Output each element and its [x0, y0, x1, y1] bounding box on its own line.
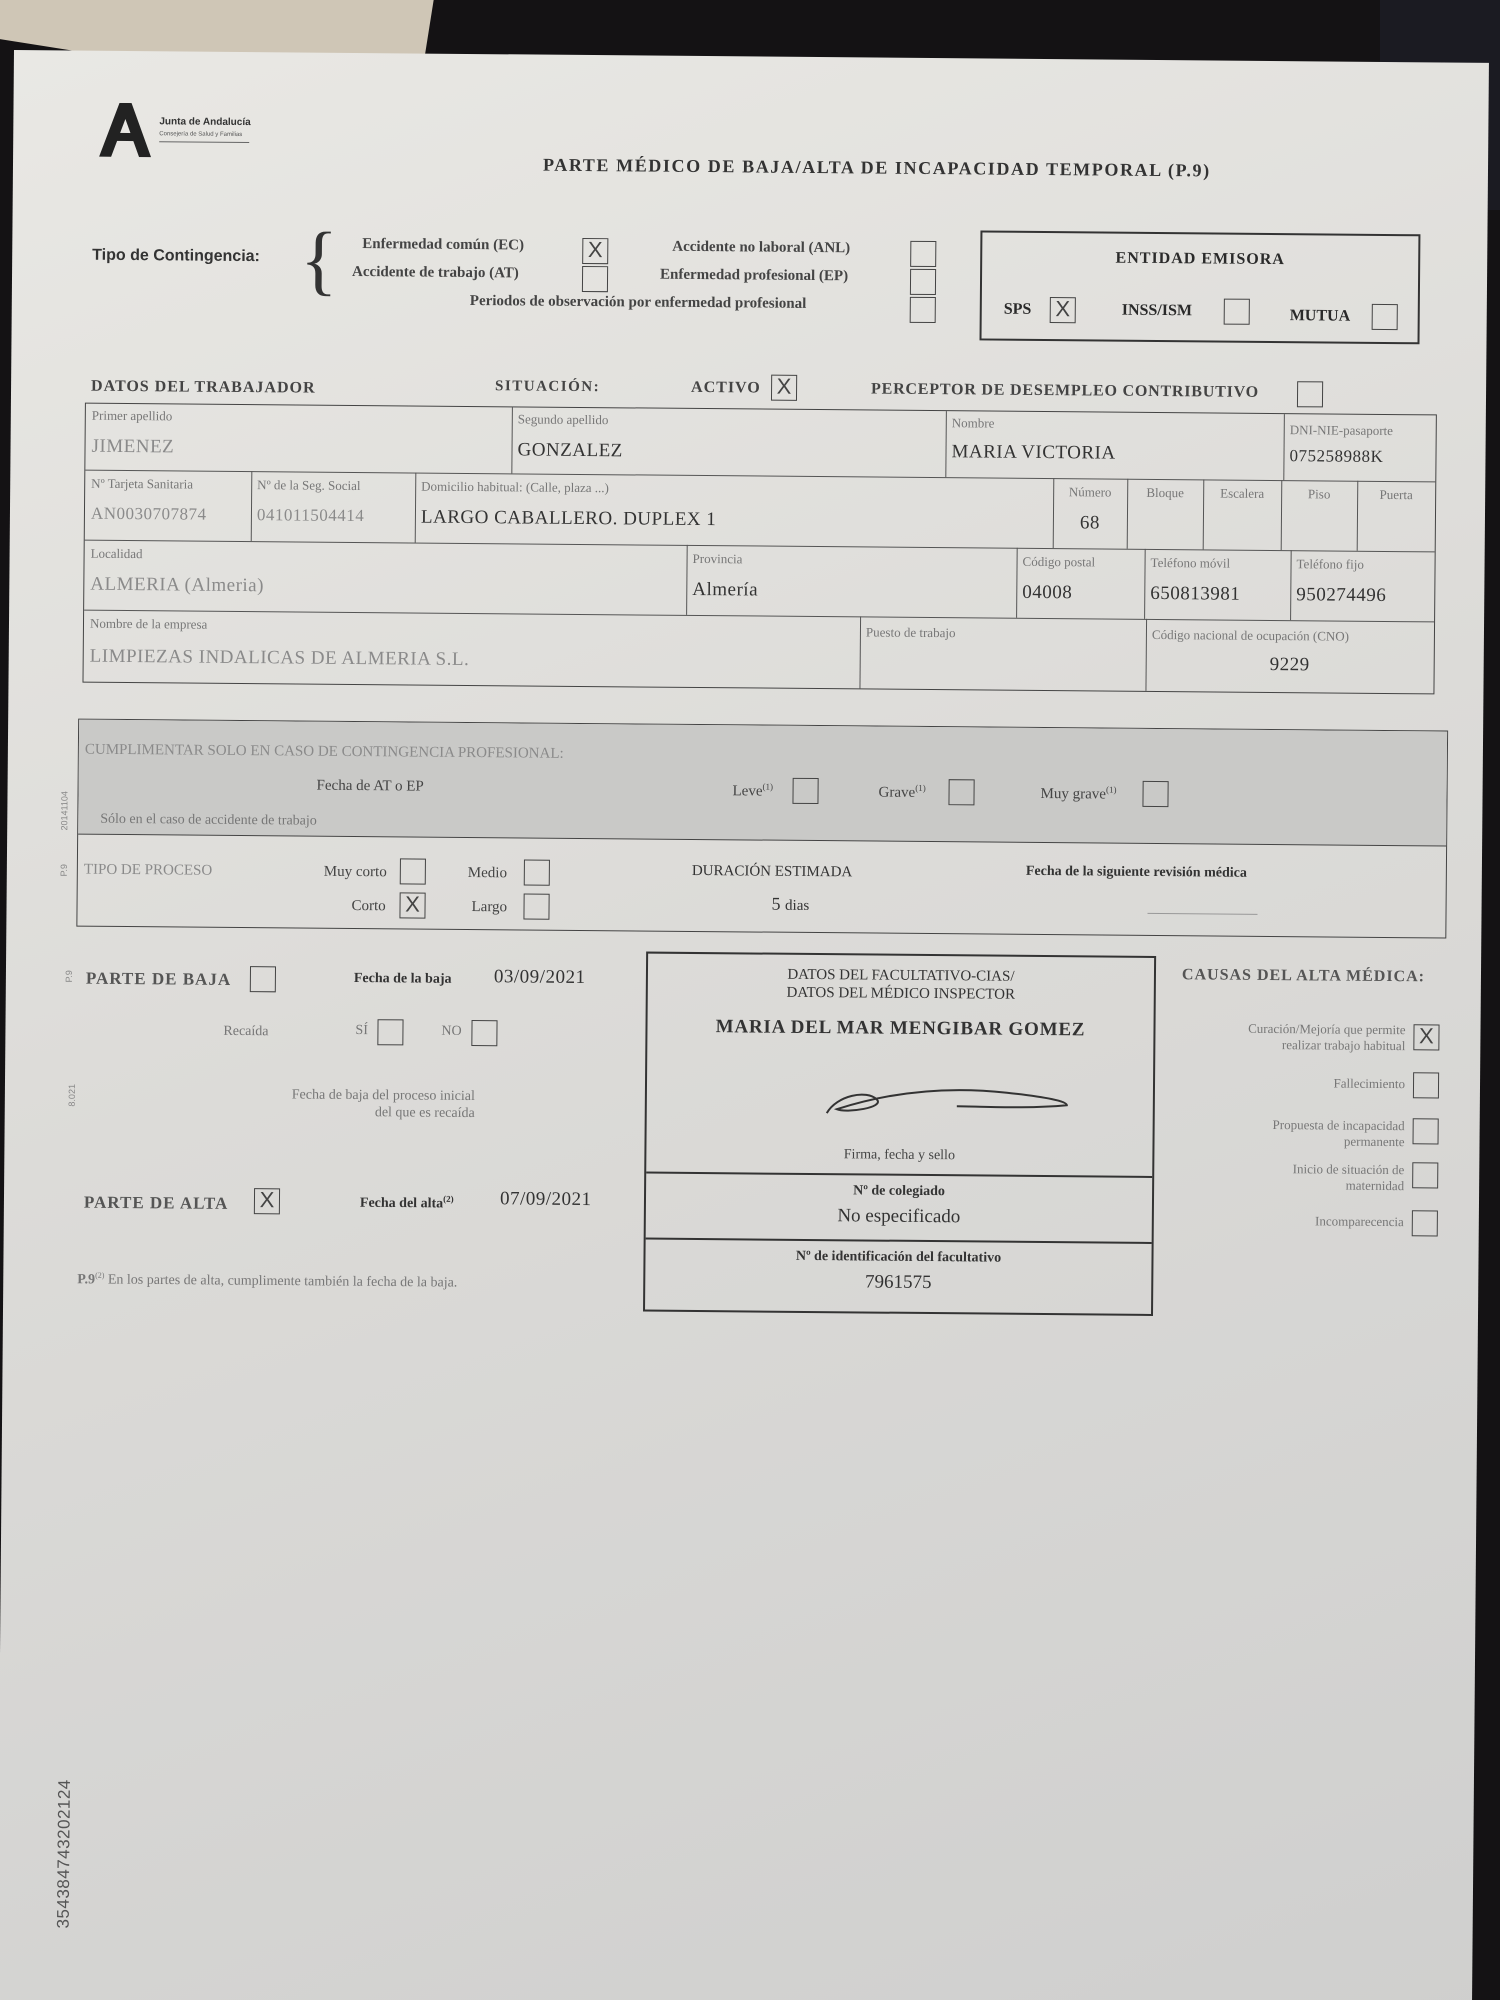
logo-rule	[159, 141, 249, 143]
proceso-inicial-label: Fecha de baja del proceso inicial del que es recaída	[291, 1087, 475, 1122]
nss-value: 041011504414	[256, 505, 365, 526]
muy-grave-label: Muy grave$^{(1)}$	[1040, 784, 1117, 803]
fecha-baja-label: Fecha de la baja	[353, 971, 452, 987]
domicilio-label: Domicilio habitual: (Calle, plaza ...)	[421, 478, 610, 496]
obs-checkbox[interactable]	[910, 297, 936, 323]
perceptor-checkbox[interactable]	[1297, 381, 1323, 407]
at-checkbox[interactable]	[582, 266, 608, 292]
causas-title: CAUSAS DEL ALTA MÉDICA:	[1181, 966, 1426, 986]
numero-label: Número	[1068, 484, 1112, 500]
org-sub: Consejería de Salud y Familias	[159, 131, 243, 138]
localidad-value: ALMERIA (Almeria)	[90, 573, 265, 597]
si-checkbox[interactable]	[377, 1019, 403, 1045]
dni-label: DNI-NIE-pasaporte	[1289, 422, 1394, 439]
incomparecencia-label: Incomparecencia	[1314, 1213, 1404, 1230]
movil-value: 650813981	[1150, 582, 1241, 605]
leve-label: Leve$^{(1)}$	[732, 781, 774, 800]
grave-checkbox[interactable]	[948, 779, 974, 805]
grave-label: Grave$^{(1)}$	[878, 782, 926, 801]
fecha-alta-label: Fecha del alta$^{(2)}$	[359, 1193, 454, 1212]
fallecimiento-label: Fallecimiento	[1333, 1075, 1406, 1092]
empresa-value: LIMPIEZAS INDALICAS DE ALMERIA S.L.	[89, 645, 470, 670]
parte-baja-checkbox[interactable]	[250, 966, 276, 992]
activo-label: ACTIVO	[691, 378, 761, 397]
profesional-title: CUMPLIMENTAR SOLO EN CASO DE CONTINGENCIA PROFESIONAL:	[84, 741, 564, 762]
muy-grave-checkbox[interactable]	[1142, 781, 1168, 807]
maternidad-label: Inicio de situación de maternidad	[1292, 1161, 1405, 1194]
ape2-label: Segundo apellido	[517, 411, 609, 428]
contingencia-brace: {	[299, 215, 339, 303]
alta-nota: P.9$^{(2)}$ En los partes de alta, cumplimente también la fecha de la baja.	[77, 1270, 458, 1291]
largo-checkbox[interactable]	[523, 893, 549, 919]
fijo-label: Teléfono fijo	[1296, 556, 1364, 572]
profesional-block	[76, 719, 1448, 939]
numero-value: 68	[1079, 512, 1101, 534]
margin-code-2: P.9	[58, 864, 69, 877]
tarjeta-value: AN0030707874	[90, 503, 207, 524]
empresa-label: Nombre de la empresa	[89, 615, 208, 632]
facultativo-nombre: MARIA DEL MAR MENGIBAR GOMEZ	[715, 1016, 1086, 1041]
incomparecencia-checkbox[interactable]	[1412, 1210, 1438, 1236]
id-facultativo-value: 7961575	[864, 1271, 932, 1294]
ec-label: Enfermedad común (EC)	[362, 236, 525, 254]
incapacidad-checkbox[interactable]	[1413, 1118, 1439, 1144]
parte-alta-checkbox[interactable]: X	[254, 1188, 280, 1214]
duracion-value: 5 dias	[771, 893, 810, 914]
barcode-number: 354384743202124	[53, 1779, 74, 1929]
mutua-checkbox[interactable]	[1372, 304, 1398, 330]
piso-label: Piso	[1307, 486, 1331, 502]
provincia-value: Almería	[692, 578, 759, 601]
localidad-label: Localidad	[90, 545, 143, 562]
provincia-label: Provincia	[692, 550, 743, 567]
activo-checkbox[interactable]: X	[771, 375, 797, 401]
cno-label: Código nacional de ocupación (CNO)	[1151, 626, 1350, 644]
ape2-value: GONZALEZ	[517, 439, 623, 462]
nombre-label: Nombre	[951, 415, 995, 431]
facultativo-box	[643, 952, 1156, 1316]
anl-label: Accidente no laboral (ANL)	[672, 238, 851, 257]
curacion-label: Curación/Mejoría que permite realizar trabajo habitual	[1248, 1020, 1406, 1054]
muy-corto-label: Muy corto	[323, 863, 387, 881]
margin-code-4: 8.021	[66, 1083, 77, 1107]
solo-accidente-label: Sólo en el caso de accidente de trabajo	[100, 811, 317, 829]
ep-label: Enfermedad profesional (EP)	[659, 266, 849, 285]
at-label: Accidente de trabajo (AT)	[352, 263, 519, 282]
fijo-value: 950274496	[1296, 584, 1387, 606]
curacion-checkbox[interactable]: X	[1413, 1024, 1439, 1050]
margin-code-3: P.9	[63, 970, 74, 983]
org-name: Junta de Andalucía	[159, 116, 251, 129]
inss-label: INSS/ISM	[1121, 301, 1193, 320]
id-facultativo-label: Nº de identificación del facultativo	[795, 1248, 1002, 1266]
medical-leave-form	[0, 50, 1489, 2000]
puerta-label: Puerta	[1379, 486, 1413, 503]
no-checkbox[interactable]	[471, 1020, 497, 1046]
colegiado-label: Nº de colegiado	[853, 1183, 945, 1200]
parte-alta-title: PARTE DE ALTA	[83, 1192, 229, 1213]
tipo-proceso-title: TIPO DE PROCESO	[83, 861, 213, 879]
ape1-label: Primer apellido	[91, 407, 173, 424]
incapacidad-label: Propuesta de incapacidad permanente	[1272, 1117, 1405, 1150]
dni-value: 075258988K	[1289, 446, 1384, 466]
situacion-label: SITUACIÓN:	[495, 378, 601, 396]
fecha-baja-value: 03/09/2021	[493, 966, 586, 989]
leve-checkbox[interactable]	[792, 778, 818, 804]
perceptor-label: PERCEPTOR DE DESEMPLEO CONTRIBUTIVO	[871, 380, 1260, 401]
parte-baja-title: PARTE DE BAJA	[85, 968, 232, 989]
facultativo-head2: DATOS DEL MÉDICO INSPECTOR	[786, 984, 1016, 1003]
obs-label: Periodos de observación por enfermedad profesional	[469, 292, 807, 312]
medio-checkbox[interactable]	[524, 859, 550, 885]
corto-checkbox[interactable]: X	[399, 892, 425, 918]
fallecimiento-checkbox[interactable]	[1413, 1072, 1439, 1098]
medio-label: Medio	[467, 864, 508, 882]
facultativo-head1: DATOS DEL FACULTATIVO-CIAS/	[787, 966, 1015, 985]
signature-icon	[807, 1073, 1077, 1125]
entidad-title: ENTIDAD EMISORA	[1115, 249, 1285, 269]
inss-checkbox[interactable]	[1224, 299, 1250, 325]
ec-checkbox[interactable]: X	[582, 238, 608, 264]
movil-label: Teléfono móvil	[1150, 554, 1231, 571]
nss-label: Nº de la Seg. Social	[257, 477, 361, 494]
duracion-label: DURACIÓN ESTIMADA	[691, 862, 853, 881]
trabajador-section-title: DATOS DEL TRABAJADOR	[90, 377, 316, 397]
firma-label: Firma, fecha y sello	[843, 1147, 956, 1164]
ape1-value: JIMENEZ	[91, 435, 175, 458]
mutua-label: MUTUA	[1289, 307, 1351, 325]
colegiado-value: No especificado	[837, 1205, 961, 1228]
tarjeta-label: Nº Tarjeta Sanitaria	[91, 475, 194, 492]
muy-corto-checkbox[interactable]	[400, 858, 426, 884]
no-label: NO	[441, 1023, 462, 1039]
margin-code-1: 20141104	[59, 791, 70, 831]
corto-label: Corto	[351, 897, 386, 915]
puesto-label: Puesto de trabajo	[865, 624, 956, 641]
bloque-label: Bloque	[1146, 484, 1185, 501]
cp-label: Código postal	[1022, 553, 1096, 570]
cp-value: 04008	[1022, 581, 1073, 604]
anl-checkbox[interactable]	[910, 241, 936, 267]
domicilio-value: LARGO CABALLERO. DUPLEX 1	[420, 506, 717, 531]
largo-label: Largo	[471, 899, 508, 916]
escalera-label: Escalera	[1220, 485, 1265, 501]
sps-label: SPS	[1003, 300, 1032, 318]
recaida-label: Recaída	[223, 1023, 269, 1040]
sps-checkbox[interactable]: X	[1050, 297, 1076, 323]
entidad-emisora-box	[980, 230, 1421, 344]
junta-andalucia-logo-icon	[99, 103, 151, 157]
cno-value: 9229	[1269, 653, 1310, 676]
ep-checkbox[interactable]	[910, 269, 936, 295]
nombre-value: MARIA VICTORIA	[951, 441, 1116, 464]
fecha-at-label: Fecha de AT o EP	[316, 777, 424, 795]
fecha-alta-value: 07/09/2021	[499, 1188, 592, 1211]
si-label: SÍ	[355, 1023, 368, 1039]
form-title: PARTE MÉDICO DE BAJA/ALTA DE INCAPACIDAD TEMPORAL (P.9)	[542, 154, 1211, 181]
worker-data-table	[82, 403, 1436, 695]
revision-label: Fecha de la siguiente revisión médica	[1025, 863, 1247, 881]
maternidad-checkbox[interactable]	[1412, 1162, 1438, 1188]
revision-line	[1148, 913, 1258, 915]
contingencia-label: Tipo de Contingencia:	[92, 246, 260, 266]
